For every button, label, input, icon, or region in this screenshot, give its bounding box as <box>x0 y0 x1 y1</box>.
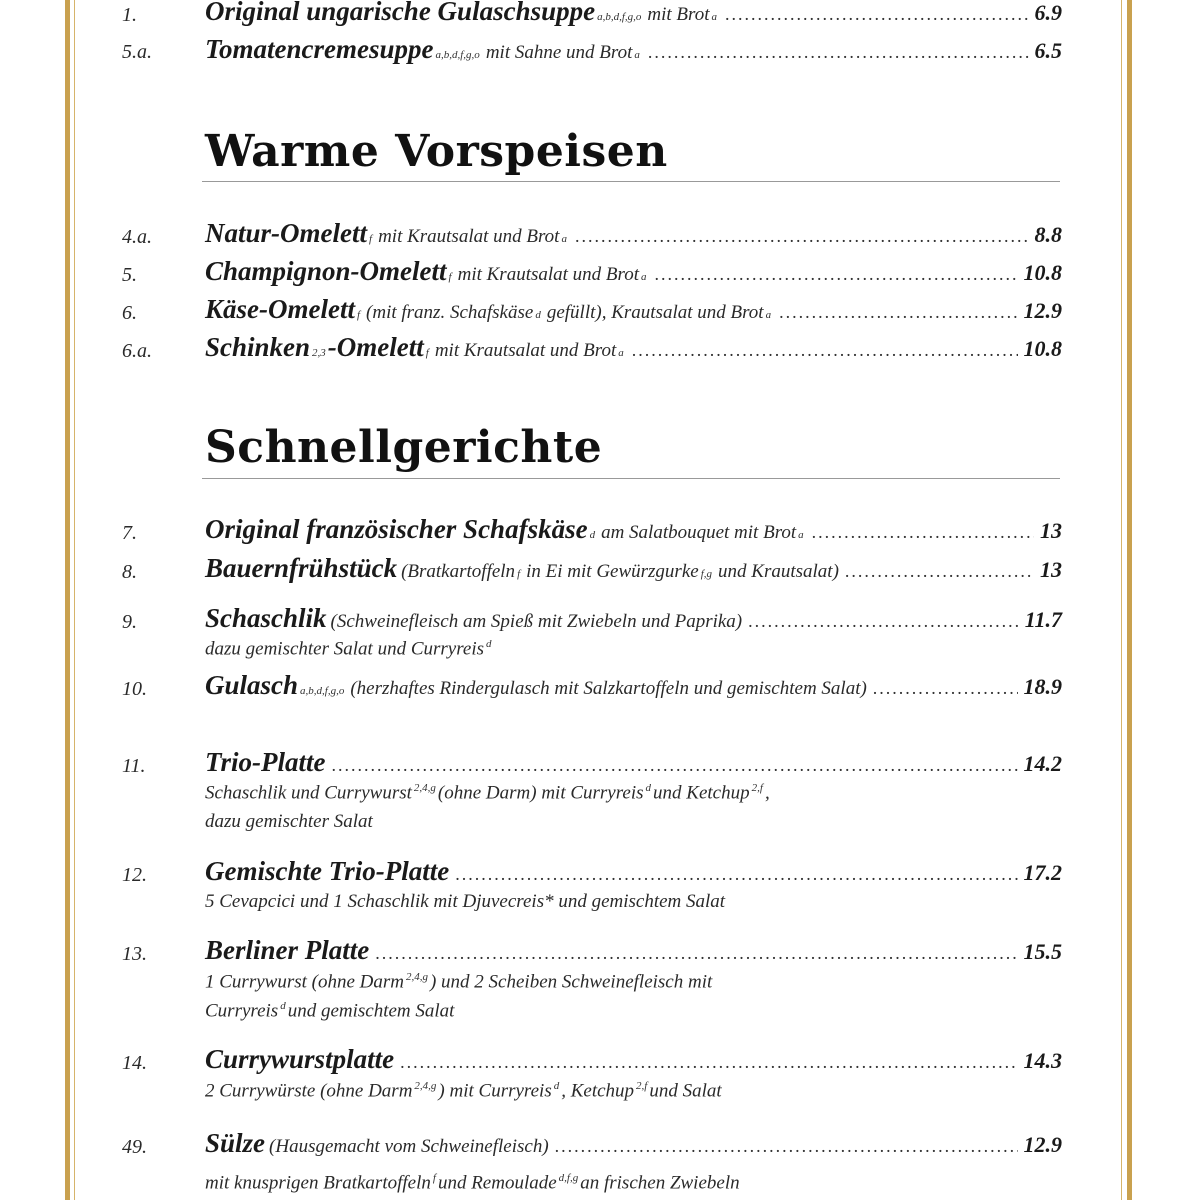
menu-item-row <box>205 514 1062 545</box>
item-price: 10.8 <box>1023 260 1062 285</box>
allergen-note: a <box>618 347 624 359</box>
subline-text: und Remoulade <box>437 1172 557 1194</box>
menu-item-row <box>205 747 1062 778</box>
allergen-note: 2,f <box>636 1080 648 1092</box>
menu-item-row <box>205 332 1062 363</box>
item-number: 8. <box>122 561 137 583</box>
item-description: und Krautsalat) <box>718 561 839 582</box>
item-description: (Schweinefleisch am Spieß mit Zwiebeln und Paprika) <box>330 611 743 632</box>
item-description: mit Krautsalat und Brot <box>378 226 560 247</box>
item-number: 7. <box>122 522 137 544</box>
allergen-note: d <box>645 782 652 794</box>
item-number: 10. <box>122 678 147 700</box>
section-rule <box>202 478 1060 479</box>
item-title: Original französischer Schafskäse <box>205 514 588 544</box>
gold-frame-left-inner <box>74 0 75 1200</box>
item-title: Tomatencremesuppe <box>205 34 434 64</box>
item-subline <box>205 1080 722 1102</box>
allergen-note: a,b,d,f,g,o <box>300 685 345 697</box>
item-description: mit Krautsalat und Brot <box>434 340 617 361</box>
allergen-note: a <box>561 233 567 245</box>
allergen-note: 2,4,g <box>405 971 428 983</box>
item-number: 6. <box>122 302 137 324</box>
leader-dots <box>555 1136 1018 1157</box>
leader-dots <box>648 42 1029 63</box>
allergen-note: a <box>765 309 772 321</box>
item-title: Champignon-Omelett <box>205 256 447 286</box>
leader-dots <box>655 264 1018 285</box>
allergen-note: a <box>634 49 640 61</box>
item-title: -Omelett <box>327 332 424 362</box>
gold-frame-right <box>1127 0 1132 1200</box>
subline-text: Schaschlik und Currywurst <box>205 782 412 804</box>
item-subline: 5 Cevapcici und 1 Schaschlik mit Djuvecreis* und gemischtem Salat <box>205 891 726 912</box>
allergen-note: f <box>432 1172 436 1184</box>
allergen-note: d <box>589 529 596 541</box>
item-title: Bauernfrühstück <box>205 553 398 583</box>
item-description: mit Sahne und Brot <box>485 42 633 63</box>
item-price: 8.8 <box>1034 222 1062 247</box>
menu-item-row <box>205 1128 1062 1159</box>
item-price: 6.9 <box>1034 0 1062 25</box>
subline-text: an frischen Zwiebeln <box>580 1172 740 1194</box>
allergen-note: f <box>369 233 373 245</box>
subline-text: 1 Currywurst (ohne Darm <box>205 971 404 993</box>
allergen-note: 2,f <box>751 782 763 794</box>
item-number: 12. <box>122 864 147 886</box>
item-number: 11. <box>122 755 146 777</box>
item-number: 5. <box>122 264 137 286</box>
item-subline <box>205 1172 740 1194</box>
subline-text: Curryreis <box>205 1000 279 1022</box>
allergen-note: a <box>798 529 804 541</box>
leader-dots <box>575 226 1029 247</box>
allergen-note: a,b,d,f,g,o <box>435 49 480 61</box>
gold-frame-right-inner <box>1121 0 1122 1200</box>
leader-dots <box>725 4 1028 25</box>
gold-frame-left <box>65 0 70 1200</box>
item-description: (herzhaftes Rindergulasch mit Salzkartoffeln und gemischtem Salat) <box>350 678 867 699</box>
item-price: 14.2 <box>1023 751 1062 776</box>
subline-text: (ohne Darm) mit Curryreis <box>437 782 644 804</box>
item-price: 13 <box>1040 518 1062 543</box>
allergen-note: d <box>486 638 492 650</box>
allergen-note: d <box>280 1000 286 1012</box>
section-rule <box>202 181 1060 182</box>
item-number: 49. <box>122 1136 147 1158</box>
item-description: mit Krautsalat und Brot <box>457 264 639 285</box>
allergen-note: 2,3 <box>312 347 326 359</box>
menu-item-row <box>205 603 1062 634</box>
subline-text: mit knusprigen Bratkartoffeln <box>205 1172 431 1194</box>
subline-text: ) mit Curryreis <box>438 1080 552 1102</box>
item-title: Schaschlik <box>205 603 327 633</box>
section-heading: Warme Vorspeisen <box>205 126 668 177</box>
leader-dots <box>748 611 1019 632</box>
leader-dots <box>779 302 1017 323</box>
subline-text: ) und 2 Scheiben Schweinefleisch mit <box>429 971 713 993</box>
item-price: 12.9 <box>1023 298 1062 323</box>
item-subline <box>205 638 494 660</box>
item-description: (Bratkartoffeln <box>401 561 516 582</box>
item-subline <box>205 971 712 993</box>
leader-dots <box>331 755 1017 776</box>
item-title: Original ungarische Gulaschsuppe <box>205 0 596 26</box>
allergen-note: f <box>425 347 429 359</box>
item-title: Trio-Platte <box>205 747 326 777</box>
leader-dots <box>455 864 1017 885</box>
allergen-note: f,g <box>700 568 713 580</box>
menu-item-row <box>205 294 1062 325</box>
item-description: am Salatbouquet mit Brot <box>601 522 797 543</box>
item-subline: dazu gemischter Salat <box>205 811 373 832</box>
item-title: Käse-Omelett <box>205 294 355 324</box>
item-price: 18.9 <box>1023 674 1062 699</box>
item-price: 11.7 <box>1024 607 1062 632</box>
allergen-note: 2,4,g <box>413 782 436 794</box>
allergen-note: a,b,d,f,g,o <box>597 11 642 23</box>
item-subline <box>205 782 770 804</box>
item-price: 6.5 <box>1034 38 1062 63</box>
menu-item-row <box>205 256 1062 287</box>
item-title: Gemischte Trio-Platte <box>205 856 450 886</box>
item-title: Sülze <box>205 1128 266 1158</box>
allergen-note: 2,4,g <box>414 1080 437 1092</box>
menu-item-row <box>205 218 1062 249</box>
menu-item-row <box>205 670 1062 701</box>
leader-dots <box>845 561 1034 582</box>
item-description: in Ei mit Gewürzgurke <box>526 561 699 582</box>
item-title: Gulasch <box>205 670 299 700</box>
item-title: Schinken <box>205 332 311 362</box>
subline-text: dazu gemischter Salat und Curryreis <box>205 638 485 660</box>
subline-text: , <box>764 782 770 804</box>
menu-item-row <box>205 1044 1062 1075</box>
item-price: 17.2 <box>1023 860 1062 885</box>
section-heading: Schnellgerichte <box>205 422 603 473</box>
subline-text: und gemischtem Salat <box>287 1000 455 1022</box>
leader-dots <box>400 1052 1017 1073</box>
item-number: 13. <box>122 943 147 965</box>
item-number: 6.a. <box>122 340 152 362</box>
leader-dots <box>632 340 1018 361</box>
item-title: Currywurstplatte <box>205 1044 395 1074</box>
subline-text: 2 Currywürste (ohne Darm <box>205 1080 413 1102</box>
item-subline <box>205 1000 454 1022</box>
item-number: 4.a. <box>122 226 152 248</box>
item-number: 1. <box>122 4 137 26</box>
item-price: 13 <box>1040 557 1062 582</box>
menu-item-row <box>205 0 1062 27</box>
item-price: 10.8 <box>1023 336 1062 361</box>
item-number: 5.a. <box>122 41 152 63</box>
allergen-note: d <box>535 309 541 321</box>
allergen-note: f <box>517 568 521 580</box>
item-price: 15.5 <box>1023 939 1062 964</box>
item-number: 14. <box>122 1052 147 1074</box>
item-title: Berliner Platte <box>205 935 370 965</box>
allergen-note: f <box>356 309 361 321</box>
subline-text: und Ketchup <box>653 782 750 804</box>
subline-text: , Ketchup <box>561 1080 635 1102</box>
menu-item-row <box>205 856 1062 887</box>
leader-dots <box>375 943 1017 964</box>
item-description: mit Brot <box>647 4 710 25</box>
leader-dots <box>873 678 1018 699</box>
menu-item-row <box>205 935 1062 966</box>
item-title: Natur-Omelett <box>205 218 367 248</box>
menu-item-row <box>205 553 1062 584</box>
allergen-note: a <box>711 11 718 23</box>
item-description: (mit franz. Schafskäse <box>366 302 534 323</box>
allergen-note: a <box>641 271 647 283</box>
item-description: gefüllt), Krautsalat und Brot <box>546 302 764 323</box>
leader-dots <box>812 522 1034 543</box>
menu-item-row <box>205 34 1062 65</box>
item-number: 9. <box>122 611 137 633</box>
item-price: 12.9 <box>1023 1132 1062 1157</box>
allergen-note: d <box>553 1080 560 1092</box>
item-price: 14.3 <box>1023 1048 1062 1073</box>
subline-text: und Salat <box>649 1080 722 1102</box>
allergen-note: d,f,g <box>558 1172 579 1184</box>
allergen-note: f <box>448 271 452 283</box>
item-description: (Hausgemacht vom Schweinefleisch) <box>269 1136 549 1157</box>
